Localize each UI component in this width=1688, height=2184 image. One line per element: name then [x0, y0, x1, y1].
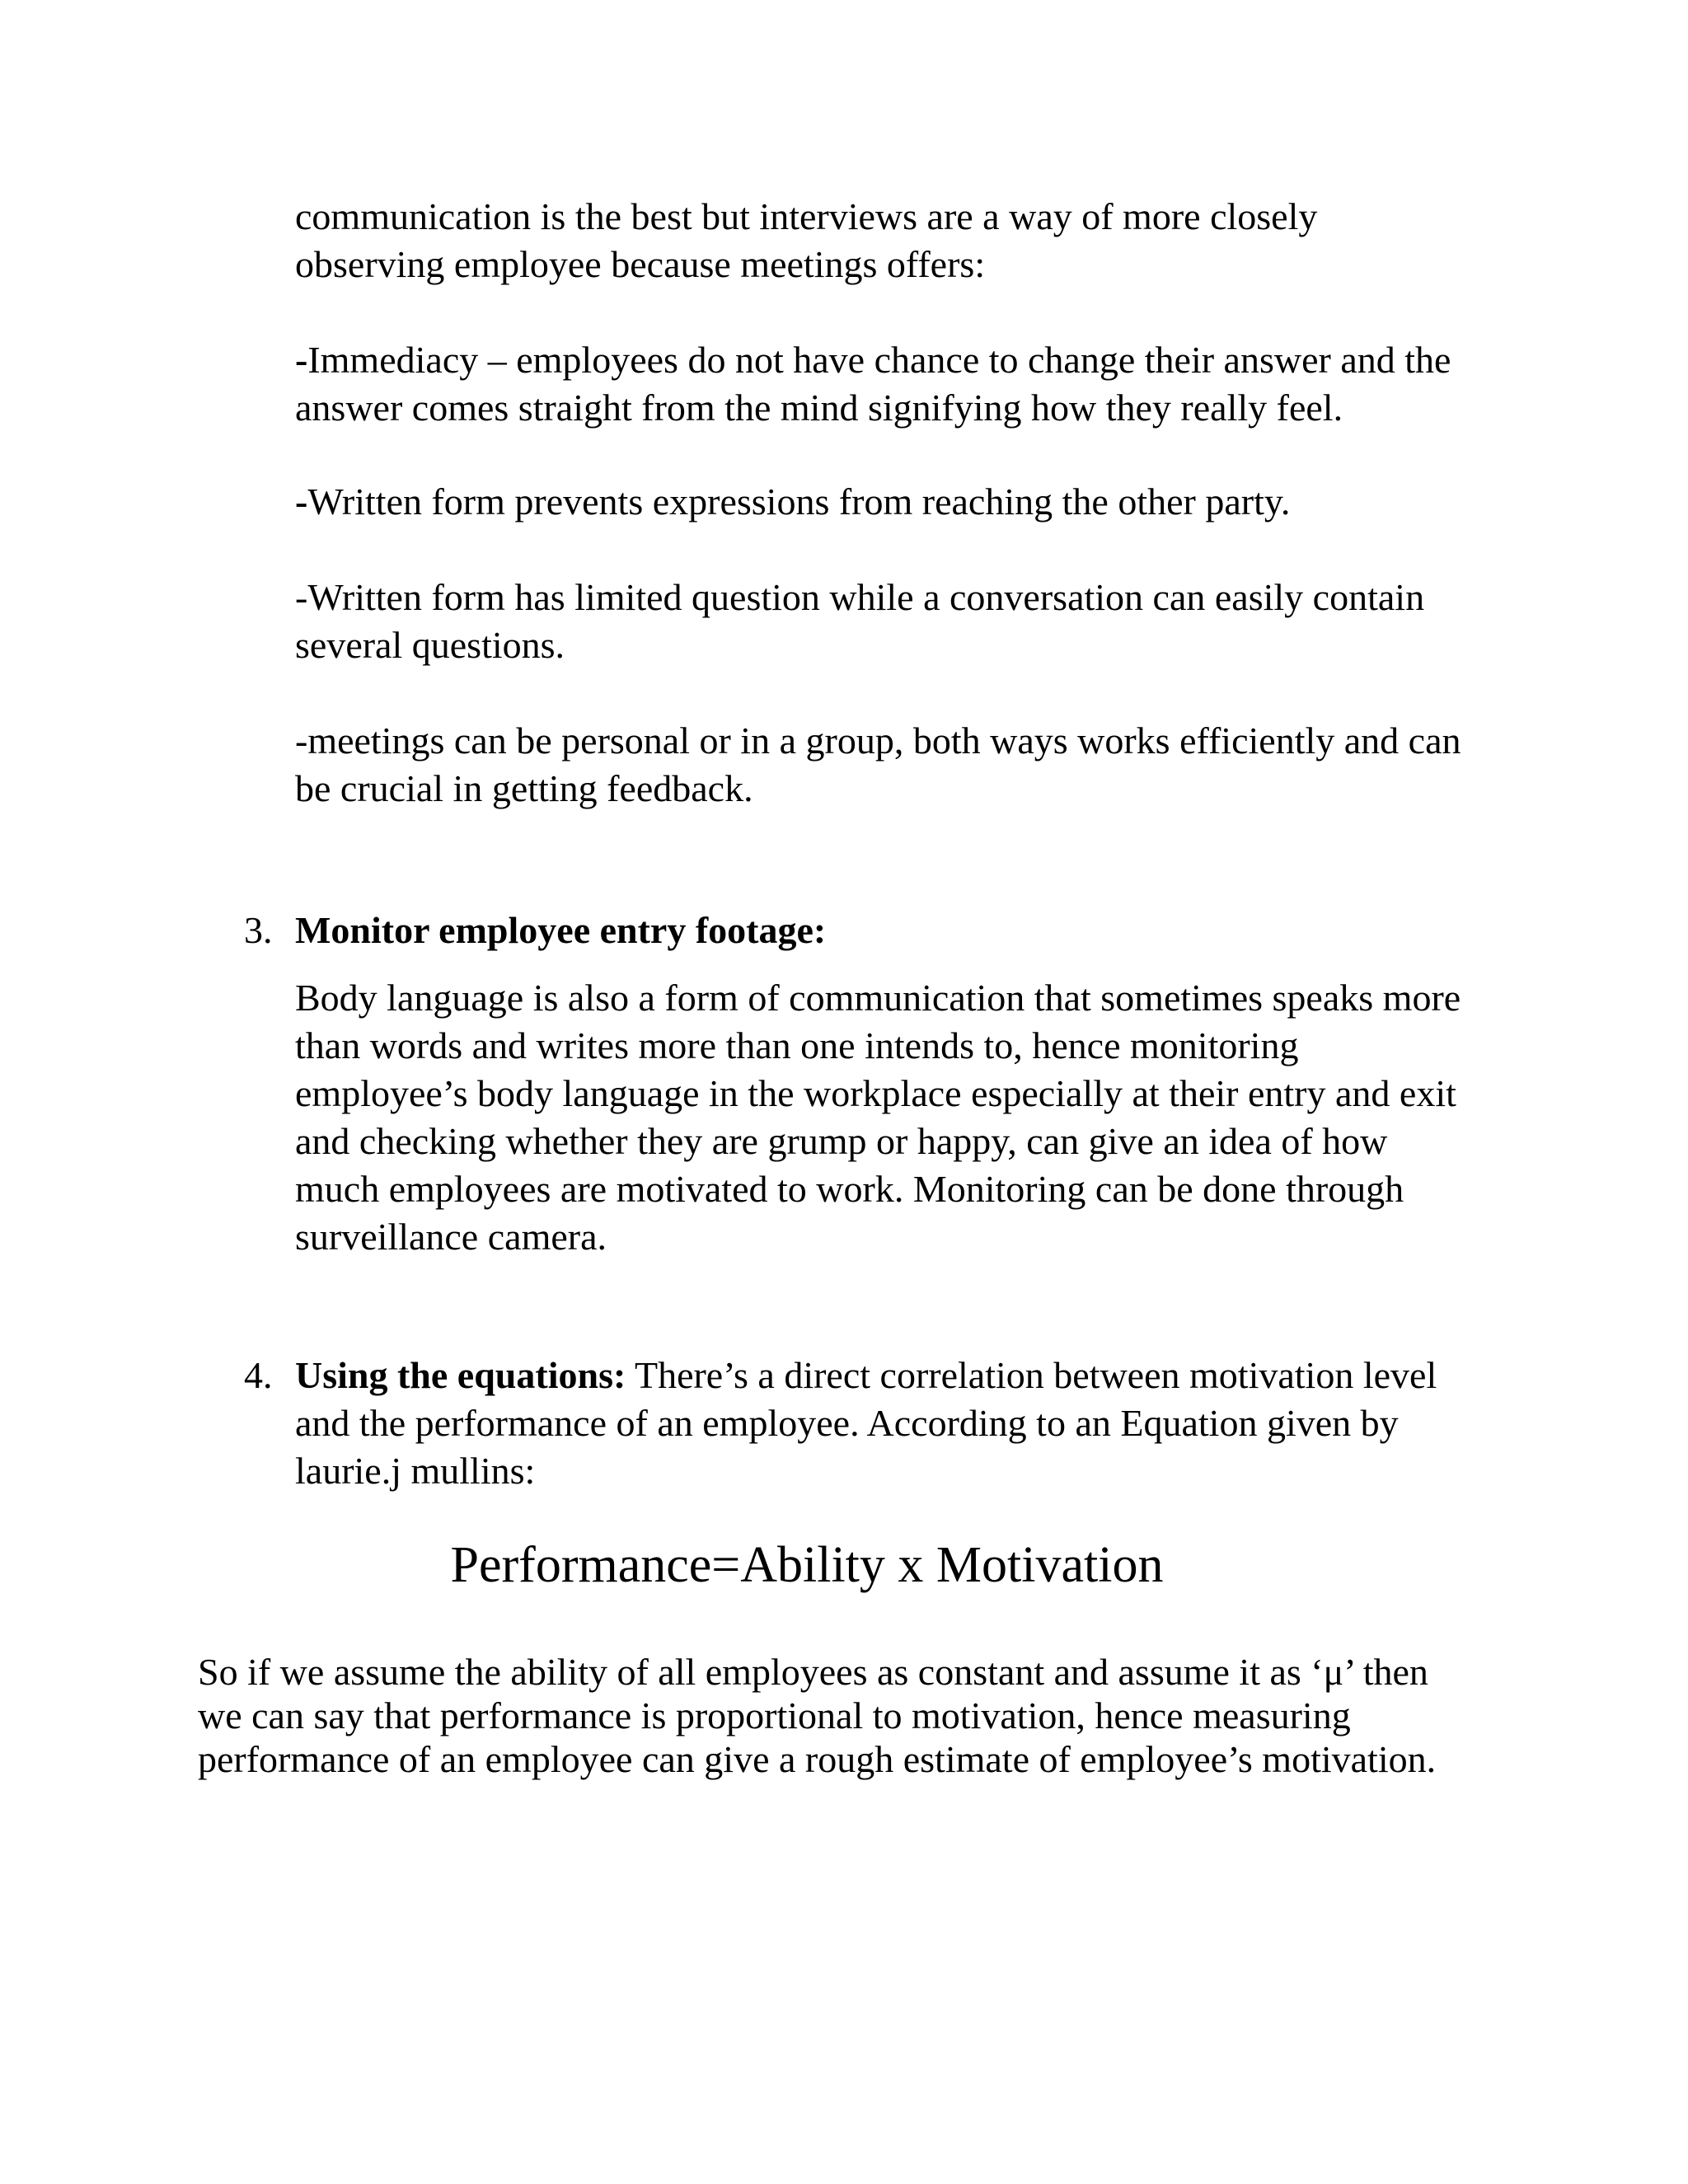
point-immediacy-line-1: Immediacy – employees do not have chance to change their answer and the [307, 339, 1451, 381]
performance-equation: Performance=Ability x Motivation [450, 1537, 1164, 1593]
intro-paragraph [295, 193, 1490, 288]
point-written-questions [295, 574, 1490, 669]
item4-paragraph [295, 1352, 1490, 1495]
item3-line-2: than words and writes more than one intends to, hence monitoring [295, 1024, 1299, 1066]
point-dash: - [295, 339, 308, 381]
conclusion-line-1: So if we assume the ability of all employees as constant and assume it as ‘μ’ then [198, 1651, 1428, 1693]
item3-heading: Monitor employee entry footage: [295, 909, 827, 951]
point-immediacy [295, 336, 1490, 432]
item4-line-1-rest: There’s a direct correlation between motivation level [626, 1354, 1437, 1396]
intro-line-2: observing employee because meetings offers: [295, 243, 986, 285]
item3-line-5: much employees are motivated to work. Monitoring can be done through [295, 1168, 1404, 1210]
item4-heading: Using the equations: [295, 1354, 626, 1396]
conclusion-paragraph [198, 1650, 1517, 1781]
list-number-3: 3. [244, 909, 273, 951]
item3-line-1: Body language is also a form of communication that sometimes speaks more [295, 977, 1461, 1019]
conclusion-line-2: we can say that performance is proportional to motivation, hence measuring [198, 1694, 1351, 1736]
intro-line-1: communication is the best but interviews are a way of more closely [295, 195, 1318, 237]
item4-line-2: and the performance of an employee. According to an Equation given by [295, 1402, 1399, 1444]
item3-line-3: employee’s body language in the workplace especially at their entry and exit [295, 1072, 1456, 1114]
point-meetings [295, 717, 1490, 813]
point-written-questions-line-1: -Written form has limited question while a conversation can easily contain [295, 576, 1425, 618]
item3-line-4: and checking whether they are grump or happy, can give an idea of how [295, 1120, 1388, 1162]
item3-paragraph [295, 974, 1490, 1261]
point-written-expressions-text: Written form prevents expressions from reaching the other party. [307, 480, 1291, 523]
conclusion-line-3: performance of an employee can give a rough estimate of employee’s motivation. [198, 1738, 1437, 1780]
point-meetings-line-1: -meetings can be personal or in a group, both ways works efficiently and can [295, 719, 1461, 762]
point-immediacy-line-2: answer comes straight from the mind signifying how they really feel. [295, 387, 1343, 429]
point-written-expressions [295, 478, 1490, 526]
list-number-4: 4. [244, 1354, 273, 1396]
point-written-questions-line-2: several questions. [295, 624, 565, 666]
item3-line-6: surveillance camera. [295, 1216, 607, 1258]
point-meetings-line-2: be crucial in getting feedback. [295, 767, 753, 809]
item4-line-3: laurie.j mullins: [295, 1450, 536, 1492]
point-dash: - [295, 480, 308, 523]
